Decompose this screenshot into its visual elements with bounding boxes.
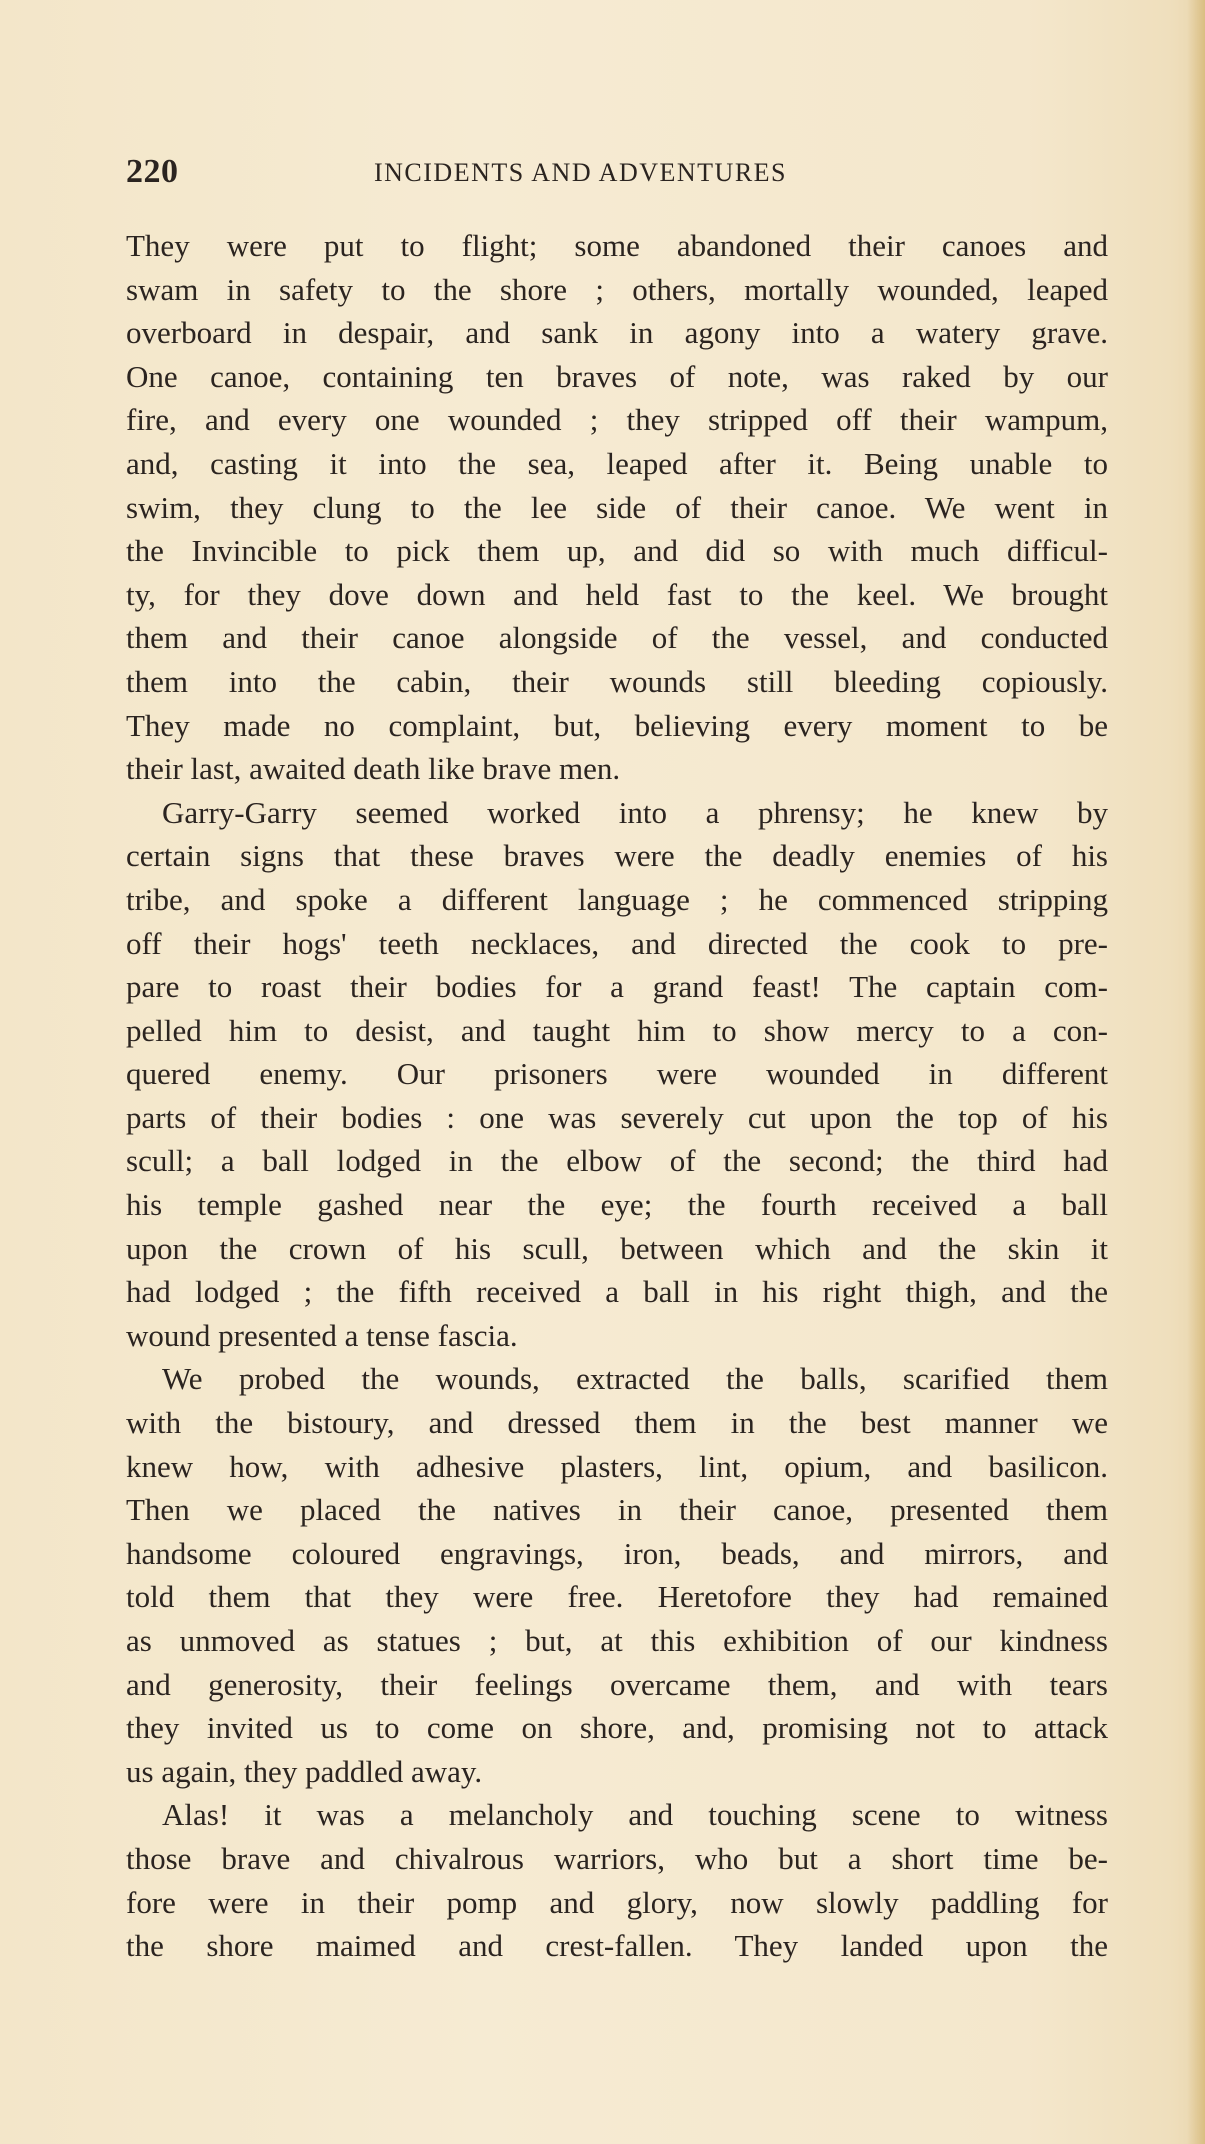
text-line: they invited us to come on shore, and, promising not to attack xyxy=(126,1710,1108,1746)
text-line: They made no complaint, but, believing every moment to be xyxy=(126,707,1108,743)
text-line: them and their canoe alongside of the vessel, and conducted xyxy=(126,620,1108,656)
text-line: They were put to flight; some abandoned their canoes and xyxy=(126,228,1108,263)
text-line: handsome coloured engravings, iron, beads, and mirrors, and xyxy=(126,1535,1108,1571)
text-line: with the bistoury, and dressed them in the best manner we xyxy=(126,1405,1108,1441)
text-line: Alas! it was a melancholy and touching scene to witness xyxy=(162,1797,1108,1833)
text-line: One canoe, containing ten braves of note, was raked by our xyxy=(126,358,1108,394)
text-line: and generosity, their feelings overcame them, and with tears xyxy=(126,1666,1108,1702)
text-line: and, casting it into the sea, leaped after it. Being unable to xyxy=(126,445,1108,481)
text-line: We probed the wounds, extracted the balls, scarified them xyxy=(162,1361,1108,1397)
text-line: us again, they paddled away. xyxy=(126,1753,483,1789)
text-line: certain signs that these braves were the deadly enemies of his xyxy=(126,838,1108,874)
text-line: parts of their bodies : one was severely cut upon the top of his xyxy=(126,1099,1108,1135)
text-line: those brave and chivalrous warriors, who but a short time be- xyxy=(126,1840,1108,1876)
text-line: had lodged ; the fifth received a ball in his right thigh, and the xyxy=(126,1274,1108,1310)
text-line: pare to roast their bodies for a grand feast! The captain com- xyxy=(126,969,1108,1005)
text-line: his temple gashed near the eye; the fourth received a ball xyxy=(126,1187,1108,1223)
text-line: their last, awaited death like brave men. xyxy=(126,751,621,787)
paragraph-3 xyxy=(126,1357,1108,1793)
text-line: overboard in despair, and sank in agony into a watery grave. xyxy=(126,315,1108,351)
text-line: the Invincible to pick them up, and did so with much difficul- xyxy=(126,533,1108,569)
text-line: off their hogs' teeth necklaces, and directed the cook to pre- xyxy=(126,925,1108,961)
text-line: tribe, and spoke a different language ; he commenced stripping xyxy=(126,881,1108,917)
text-line: Garry-Garry seemed worked into a phrensy; he knew by xyxy=(162,794,1108,830)
page-header xyxy=(126,152,866,192)
page-number: 220 xyxy=(126,153,179,190)
text-line: fire, and every one wounded ; they stripped off their wampum, xyxy=(126,402,1108,438)
text-line: them into the cabin, their wounds still bleeding copiously. xyxy=(126,663,1108,699)
body-text xyxy=(126,224,1108,1968)
text-line: fore were in their pomp and glory, now slowly paddling for xyxy=(126,1884,1108,1920)
running-head: INCIDENTS AND ADVENTURES xyxy=(374,158,787,187)
page-edge-shadow xyxy=(1187,0,1205,2144)
text-line: the shore maimed and crest-fallen. They landed upon the xyxy=(126,1928,1108,1964)
text-line: wound presented a tense fascia. xyxy=(126,1317,518,1353)
text-line: pelled him to desist, and taught him to show mercy to a con- xyxy=(126,1012,1108,1048)
text-line: quered enemy. Our prisoners were wounded in different xyxy=(126,1056,1108,1092)
text-line: ty, for they dove down and held fast to the keel. We brought xyxy=(126,576,1108,612)
paragraph-4 xyxy=(126,1793,1108,1967)
text-line: told them that they were free. Heretofore they had remained xyxy=(126,1579,1108,1615)
text-line: as unmoved as statues ; but, at this exhibition of our kindness xyxy=(126,1623,1108,1658)
paragraph-1 xyxy=(126,224,1108,791)
text-line: scull; a ball lodged in the elbow of the second; the third had xyxy=(126,1143,1108,1179)
text-line: knew how, with adhesive plasters, lint, opium, and basilicon. xyxy=(126,1448,1108,1484)
text-line: Then we placed the natives in their canoe, presented them xyxy=(126,1492,1108,1528)
text-line: swim, they clung to the lee side of their canoe. We went in xyxy=(126,489,1108,525)
text-line: swam in safety to the shore ; others, mortally wounded, leaped xyxy=(126,271,1108,307)
paragraph-2 xyxy=(126,791,1108,1358)
text-line: upon the crown of his scull, between which and the skin it xyxy=(126,1230,1108,1266)
